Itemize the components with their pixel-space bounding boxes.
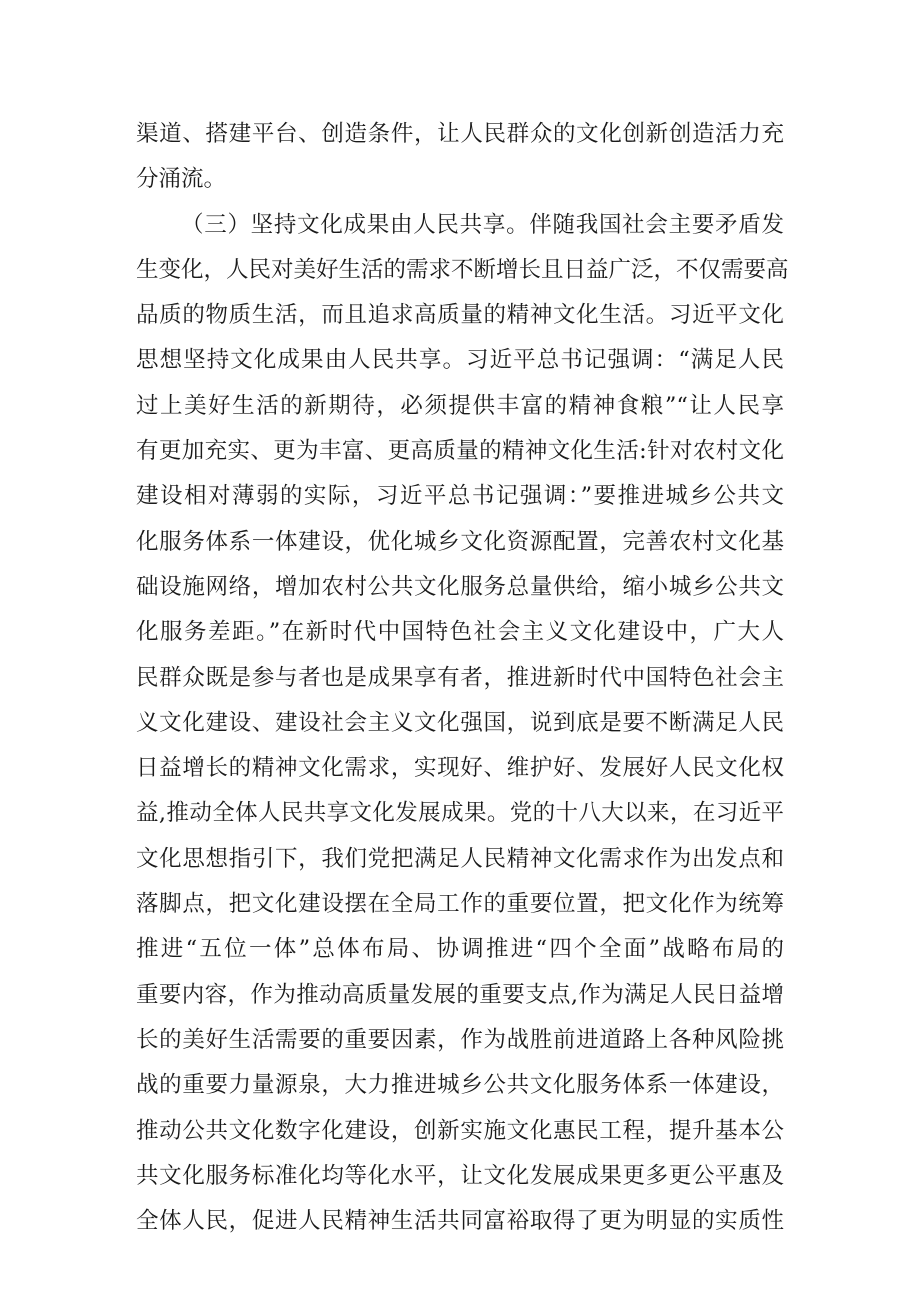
text-line: 民群众既是参与者也是成果享有者，推进新时代中国特色社会主	[136, 664, 784, 691]
text-line: 战的重要力量源泉，大力推进城乡公共文化服务体系一体建设，	[136, 1072, 784, 1099]
text-line: 益,推动全体人民共享文化发展成果。党的十八大以来，在习近平	[136, 800, 784, 827]
document-page	[136, 112, 789, 1244]
text-line: （三）坚持文化成果由人民共享。伴随我国社会主要矛盾发	[181, 211, 784, 238]
text-line: 化服务差距。”在新时代中国特色社会主义文化建设中，广大人	[136, 619, 784, 646]
text-line: 重要内容，作为推动高质量发展的重要支点,作为满足人民日益增	[136, 981, 784, 1008]
text-line: 生变化，人民对美好生活的需求不断增长且日益广泛，不仅需要高	[136, 256, 789, 283]
text-line: 推动公共文化数字化建设，创新实施文化惠民工程，提升基本公	[136, 1117, 784, 1144]
text-line: 落脚点，把文化建设摆在全局工作的重要位置，把文化作为统筹	[136, 891, 784, 918]
text-line: 共文化服务标准化均等化水平，让文化发展成果更多更公平惠及	[136, 1162, 784, 1189]
text-line: 分涌流。	[136, 166, 227, 193]
text-line: 思想坚持文化成果由人民共享。习近平总书记强调：“满足人民	[136, 347, 784, 374]
text-line: 础设施网络，增加农村公共文化服务总量供给，缩小城乡公共文	[136, 573, 784, 600]
text-line: 义文化建设、建设社会主义文化强国，说到底是要不断满足人民	[136, 709, 784, 736]
text-line: 全体人民，促进人民精神生活共同富裕取得了更为明显的实质性	[136, 1208, 784, 1235]
text-line: 品质的物质生活，而且追求高质量的精神文化生活。习近平文化	[136, 302, 784, 329]
text-line: 长的美好生活需要的重要因素，作为战胜前进道路上各种风险挑	[136, 1026, 784, 1053]
text-line: 渠道、搭建平台、创造条件，让人民群众的文化创新创造活力充	[136, 121, 784, 147]
text-line: 过上美好生活的新期待，必须提供丰富的精神食粮”“让人民享	[136, 392, 784, 419]
text-line: 有更加充实、更为丰富、更高质量的精神文化生活:针对农村文化	[136, 438, 784, 465]
text-line: 推进“五位一体”总体布局、协调推进“四个全面”战略布局的	[136, 936, 784, 963]
text-line: 建设相对薄弱的实际，习近平总书记强调：”要推进城乡公共文	[136, 483, 784, 510]
text-line: 化服务体系一体建设，优化城乡文化资源配置，完善农村文化基	[136, 528, 784, 555]
text-line: 文化思想指引下，我们党把满足人民精神文化需求作为出发点和	[136, 845, 784, 872]
text-line: 日益增长的精神文化需求，实现好、维护好、发展好人民文化权	[136, 755, 784, 782]
